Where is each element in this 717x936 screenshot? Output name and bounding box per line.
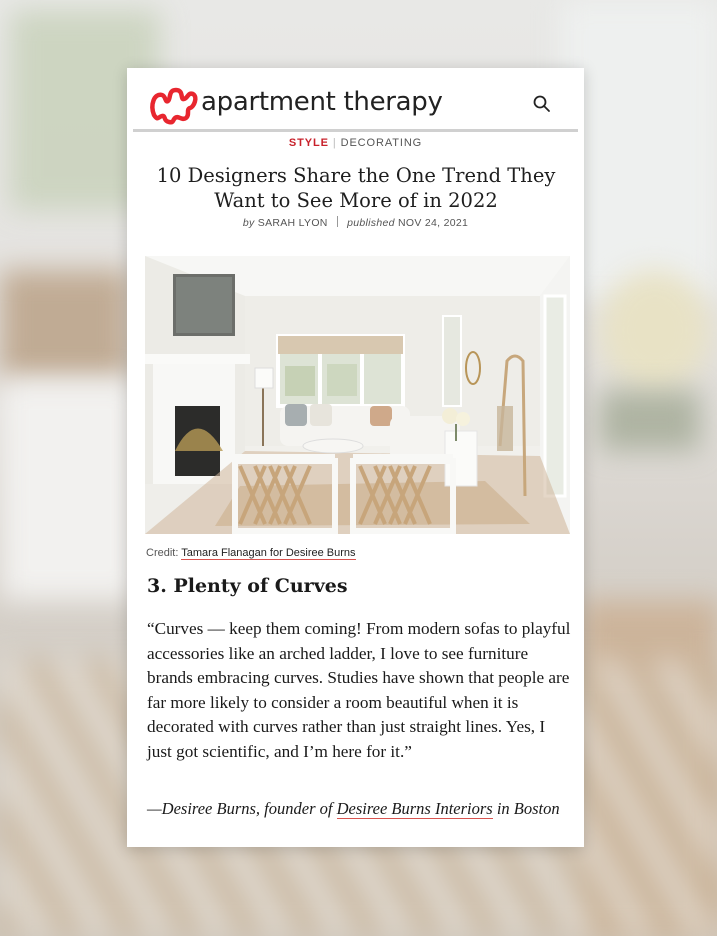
- site-header: [127, 68, 584, 130]
- published-date: NOV 24, 2021: [398, 217, 469, 229]
- credit-link[interactable]: Tamara Flanagan for Desiree Burns: [181, 547, 356, 559]
- header-divider: [133, 129, 578, 132]
- byline-prefix: by: [242, 217, 255, 229]
- living-room-photo: [145, 256, 570, 534]
- photo-credit: [146, 547, 356, 559]
- attribution-link[interactable]: Desiree Burns Interiors: [336, 799, 493, 818]
- quote-paragraph: “Curves — keep them coming! From modern sofas to playful accessories like an arched ladder, I love to see furniture brands embracing curves. Studies have shown that people are far more likely to consider a room beautiful when it is decorated with curves rather than just straight lines. Yes, I just got scientific, and I’m here for it.”: [147, 619, 571, 761]
- subcategory-link[interactable]: DECORATING: [340, 137, 423, 149]
- credit-label: Credit:: [146, 547, 179, 559]
- site-logo-text[interactable]: apartment therapy: [201, 87, 443, 117]
- author-link[interactable]: SARAH LYON: [257, 217, 328, 229]
- breadcrumb: STYLE | DECORATING: [288, 137, 423, 149]
- search-icon[interactable]: [532, 94, 552, 114]
- attribution: [147, 799, 572, 819]
- byline: [127, 216, 584, 229]
- article-card: [127, 68, 584, 847]
- attribution-suffix: in Boston: [492, 799, 560, 818]
- published-label: published: [347, 217, 395, 229]
- apartment-therapy-logo-icon[interactable]: [148, 85, 198, 125]
- article-title: 10 Designers Share the One Trend They Want to See More of in 2022: [156, 164, 556, 212]
- attribution-prefix: —Desiree Burns, founder of: [147, 799, 337, 818]
- section-heading: 3. Plenty of Curves: [147, 575, 348, 597]
- category-link[interactable]: STYLE: [288, 137, 329, 149]
